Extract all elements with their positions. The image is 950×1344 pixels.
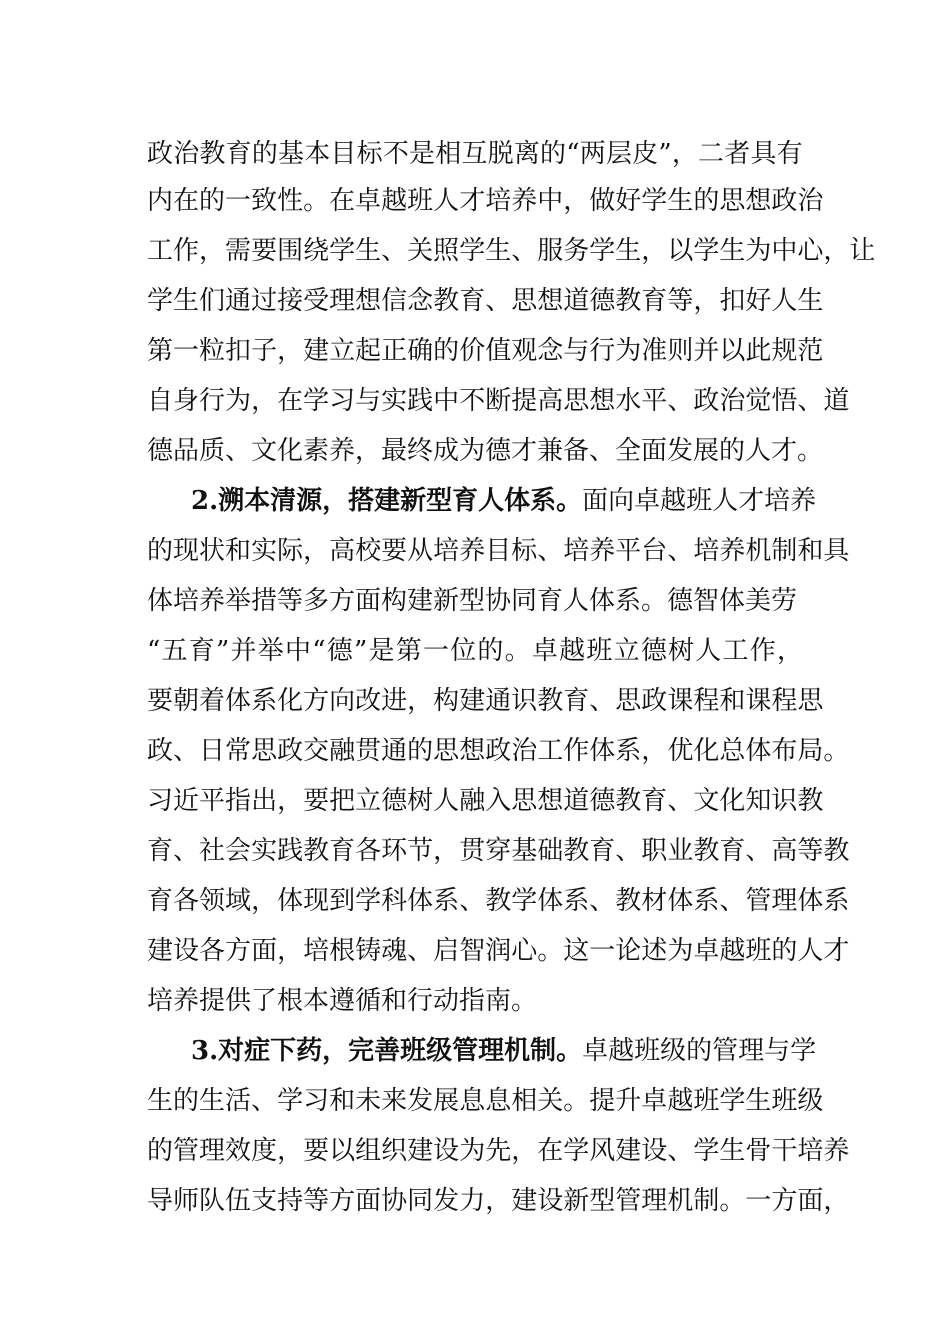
body-text-line: 学 生 们 通 过 接 受 理 想 信 念 教 育 、 思 想 道 德 教 育 等 ， 扣 好 人 生 — [147, 286, 824, 316]
section-heading-line-3 — [191, 1031, 817, 1071]
body-text-segment: 面向卓越班人才培养 — [582, 486, 817, 516]
body-text-line: 自 身 行 为 ， 在 学 习 与 实 践 中 不 断 提 高 思 想 水 平 、 政 治 觉 悟 、 道 — [147, 386, 850, 416]
section-heading-2: 2.溯本清源，搭建新型育人体系。 — [191, 486, 583, 516]
body-text-line: 政 治 教 育 的 基 本 目 标 不 是 相 互 脱 离 的 “ 两 层 皮 ” ， 二 者 具 有 — [147, 139, 803, 169]
body-text-line: 要 朝 着 体 系 化 方 向 改 进 ， 构 建 通 识 教 育 、 思 政 课 程 和 课 程 思 — [147, 686, 824, 716]
body-text-line: “ 五 育 ” 并 举 中 “ 德 ” 是 第 一 位 的 。 卓 越 班 立 德 树 人 工 作 ， — [147, 636, 803, 666]
body-text-line: 培养提供了根本遵循和行动指南。 — [147, 986, 538, 1016]
body-text-line: 工 作 ， 需 要 围 绕 学 生 、 关 照 学 生 、 服 务 学 生 ， 以 学 生 为 中 心 ， 让 — [147, 236, 876, 266]
body-text-line: 体培养举措等多方面构建新型协同育人体系。德智体美劳 — [147, 586, 798, 616]
section-heading-line-2 — [191, 481, 817, 521]
body-text-line: 建 设 各 方 面 ， 培 根 铸 魂 、 启 智 润 心 。 这 一 论 述 为 卓 越 班 的 人 才 — [147, 936, 850, 966]
body-text-line: 的 现 状 和 实 际 ， 高 校 要 从 培 养 目 标 、 培 养 平 台 、 培 养 机 制 和 具 — [147, 536, 850, 566]
body-text-line: 内 在 的 一 致 性 。 在 卓 越 班 人 才 培 养 中 ， 做 好 学 生 的 思 想 政 治 — [147, 186, 824, 216]
body-text-line: 导 师 队 伍 支 持 等 方 面 协 同 发 力 ， 建 设 新 型 管 理 机 制 。 一 方 面 ， — [147, 1186, 850, 1216]
section-heading-3: 3.对症下药，完善班级管理机制。 — [191, 1036, 583, 1066]
body-text-line: 生 的 生 活 、 学 习 和 未 来 发 展 息 息 相 关 。 提 升 卓 越 班 学 生 班 级 — [147, 1086, 824, 1116]
body-text-line: 的 管 理 效 度 ， 要 以 组 织 建 设 为 先 ， 在 学 风 建 设 、 学 生 骨 干 培 养 — [147, 1136, 850, 1166]
body-text-segment: 卓越班级的管理与学 — [582, 1036, 817, 1066]
body-text-line: 德品质、文化素养，最终成为德才兼备、全面发展的人才。 — [147, 436, 824, 466]
body-text-line: 育 各 领 域 ， 体 现 到 学 科 体 系 、 教 学 体 系 、 教 材 体 系 、 管 理 体 系 — [147, 886, 850, 916]
body-text-line: 第 一 粒 扣 子 ， 建 立 起 正 确 的 价 值 观 念 与 行 为 准 则 并 以 此 规 范 — [147, 336, 824, 366]
body-text-line: 政 、 日 常 思 政 交 融 贯 通 的 思 想 政 治 工 作 体 系 ， 优 化 总 体 布 局 。 — [147, 736, 850, 766]
body-text-line: 育 、 社 会 实 践 教 育 各 环 节 ， 贯 穿 基 础 教 育 、 职 业 教 育 、 高 等 教 — [147, 836, 850, 866]
body-text-line: 习 近 平 指 出 ， 要 把 立 德 树 人 融 入 思 想 道 德 教 育 、 文 化 知 识 教 — [147, 786, 824, 816]
